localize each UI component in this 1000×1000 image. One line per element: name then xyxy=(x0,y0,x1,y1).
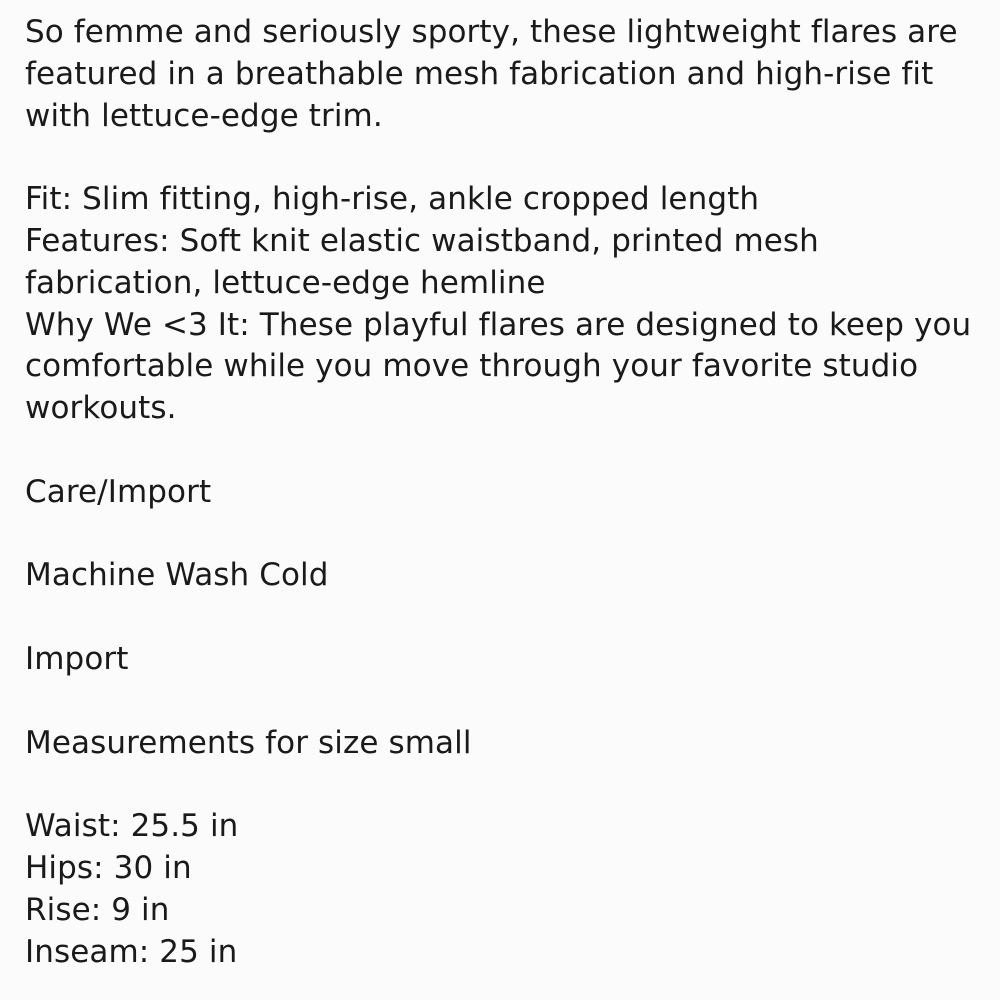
measurements-heading: Measurements for size small xyxy=(25,724,472,761)
why-we-love-it-line: Why We <3 It: These playful flares are designed to keep you xyxy=(25,306,972,343)
measurement-waist: Waist: 25.5 in xyxy=(25,808,239,845)
measurement-rise: Rise: 9 in xyxy=(25,891,170,928)
wash-instruction: Machine Wash Cold xyxy=(25,557,329,594)
spacer xyxy=(25,430,980,472)
details-paragraph xyxy=(25,179,980,430)
description-paragraph xyxy=(25,12,980,137)
spacer xyxy=(25,764,980,806)
origin-label: Import xyxy=(25,640,129,677)
features-line: Features: Soft knit elastic waistband, printed mesh xyxy=(25,222,819,259)
spacer xyxy=(25,137,980,179)
measurement-hips: Hips: 30 in xyxy=(25,849,192,886)
measurements-list xyxy=(25,806,980,973)
features-line-continued: fabrication, lettuce-edge hemline xyxy=(25,264,546,301)
spacer xyxy=(25,597,980,639)
fit-line: Fit: Slim fitting, high-rise, ankle cropped length xyxy=(25,181,760,218)
spacer xyxy=(25,514,980,556)
description-line: with lettuce-edge trim. xyxy=(25,97,383,134)
why-we-love-it-line-end: workouts. xyxy=(25,390,177,427)
care-import-heading: Care/Import xyxy=(25,473,212,510)
description-line: featured in a breathable mesh fabrication and high-rise fit xyxy=(25,55,934,92)
description-line: So femme and seriously sporty, these lightweight flares are xyxy=(25,14,958,50)
measurement-inseam: Inseam: 25 in xyxy=(25,933,238,970)
spacer xyxy=(25,681,980,723)
why-we-love-it-line-continued: comfortable while you move through your favorite studio xyxy=(25,348,919,385)
